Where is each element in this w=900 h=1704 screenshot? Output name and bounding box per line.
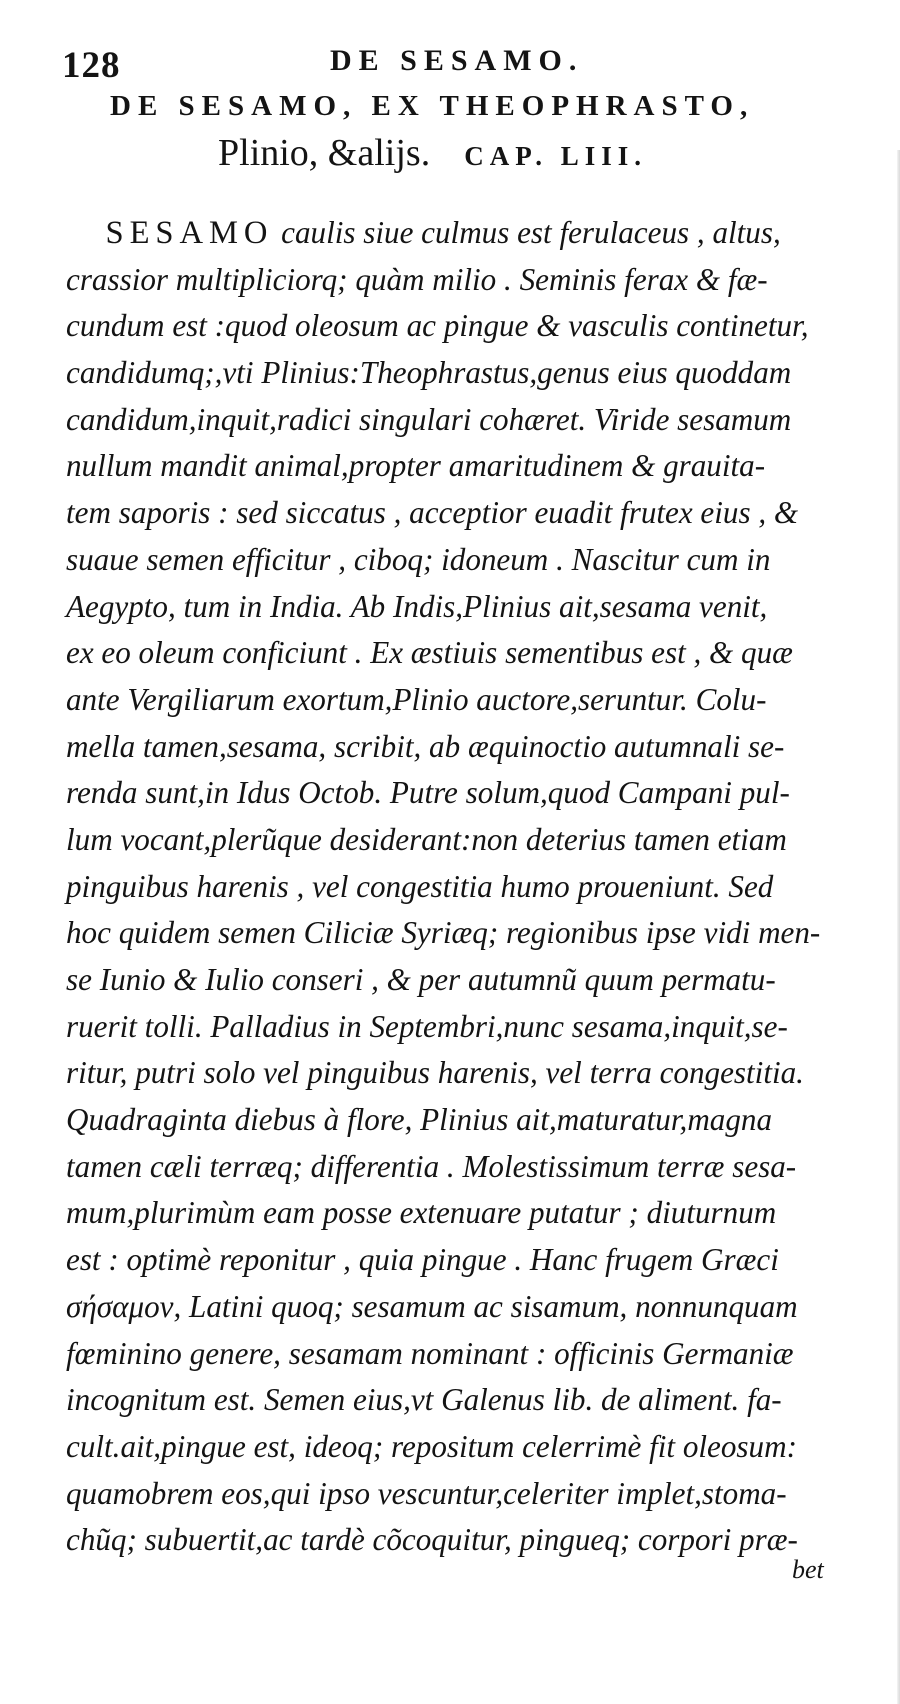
chapter-subtitle [218,131,818,175]
text-line: candidumq;,vti Plinius:Theophrastus,genus eius quoddam [66,355,792,391]
text-line: tem saporis : sed siccatus , acceptior euadit frutex eius , & [66,495,799,531]
text-line: incognitum est. Semen eius,vt Galenus lib. de aliment. fa- [66,1382,782,1418]
text-line: candidum,inquit,radici singulari cohæret. Viride sesamum [66,401,792,437]
body-text [66,210,866,1564]
text-line: chũq; subuertit,ac tardè cõcoquitur, pingueq; corpori præ- [66,1522,798,1558]
text-line: nullum mandit animal,propter amaritudinem & grauita- [66,448,766,484]
text-line [66,210,856,257]
text-line: est : optimè reponitur , quia pingue . Hanc frugem Græci [66,1242,779,1278]
text-line: ritur, putri solo vel pinguibus harenis, vel terra congestitia. [66,1055,804,1091]
text-line: ruerit tolli. Palladius in Septembri,nunc sesama,inquit,se- [66,1008,788,1044]
text-line: quamobrem eos,qui ipso vescuntur,celeriter implet,stoma- [66,1475,787,1511]
text-line: renda sunt,in Idus Octob. Putre solum,quod Campani pul- [66,775,790,811]
text-line-content: caulis siue culmus est ferulaceus , altus, [273,215,781,250]
text-line: mum,plurimùm eam posse extenuare putatur ; diuturnum [66,1195,777,1231]
text-line: hoc quidem semen Ciliciæ Syriæq; regionibus ipse vidi men- [66,915,821,951]
text-line: cundum est :quod oleosum ac pingue & vasculis continetur, [66,308,809,344]
text-line: ex eo oleum conficiunt . Ex æstiuis sementibus est , & quæ [66,635,793,671]
text-line: fœminino genere, sesamam nominant : officinis Germaniæ [66,1335,794,1371]
text-line: suaue semen efficitur , ciboq; idoneum . Nascitur cum in [66,541,771,577]
opening-word: SESAMO [105,215,274,251]
text-line: ante Vergiliarum exortum,Plinio auctore,seruntur. Colu- [66,681,767,717]
chapter-title: DE SESAMO, EX THEOPHRASTO, [110,90,755,122]
page-number: 128 [62,45,121,86]
text-line: crassior multipliciorq; quàm milio . Seminis ferax & fæ- [66,261,768,297]
chapter-title-continued: Plinio, &alijs. [218,132,431,174]
text-line: se Iunio & Iulio conseri , & per autumnũ quum permatu- [66,962,776,997]
chapter-number: CAP. LIII. [464,141,647,171]
text-line: tamen cæli terræq; differentia . Molestissimum terræ sesa- [66,1148,797,1184]
text-line: σήσαμον, Latini quoq; sesamum ac sisamum, nonnunquam [66,1288,798,1324]
text-line: Quadraginta diebus à flore, Plinius ait,maturatur,magna [66,1102,773,1138]
running-title: DE SESAMO. [330,44,584,77]
text-line: mella tamen,sesama, scribit, ab æquinoctio autumnali se- [66,728,785,764]
text-line: cult.ait,pingue est, ideoq; repositum celerrimè fit oleosum: [66,1428,797,1464]
text-line: Aegypto, tum in India. Ab Indis,Plinius ait,sesama venit, [66,588,768,624]
text-line: lum vocant,plerũque desiderant:non deterius tamen etiam [66,821,787,857]
text-line: pinguibus harenis , vel congestitia humo proueniunt. Sed [66,868,774,904]
catchword: bet [792,1555,824,1584]
